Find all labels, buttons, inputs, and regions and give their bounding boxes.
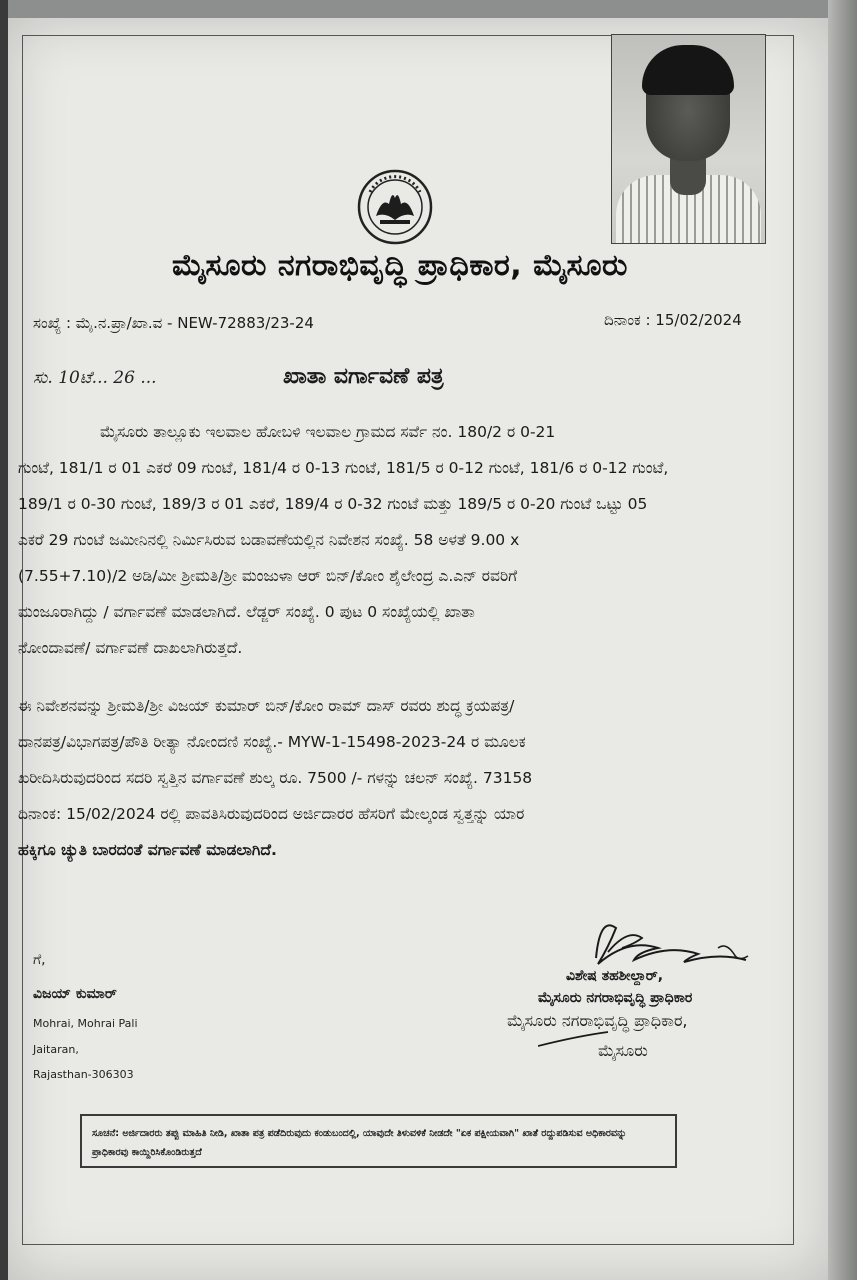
- signatory-designation: ವಿಶೇಷ ತಹಶೀಲ್ದಾರ್,: [566, 968, 664, 984]
- applicant-photo: [611, 34, 766, 244]
- recipient-name: ವಿಜಯ್ ಕುಮಾರ್: [33, 986, 117, 1002]
- recipient-address-line: Jaitaran,: [33, 1043, 79, 1056]
- paragraph-line: ಖರೀದಿಸಿರುವುದರಿಂದ ಸದರಿ ಸ್ವತ್ತಿನ ವರ್ಗಾವಣೆ ಶುಲ್ಕ ರೂ. 7500 /- ಗಳನ್ನು ಚಲನ್ ಸಂಖ್ಯೆ. 73158: [18, 769, 533, 787]
- authority-title: ಮೈಸೂರು ನಗರಾಭಿವೃದ್ಧಿ ಪ್ರಾಧಿಕಾರ, ಮೈಸೂರು: [172, 248, 628, 283]
- signatory-authority: ಮೈಸೂರು ನಗರಾಭಿವೃದ್ಧಿ ಪ್ರಾಧಿಕಾರ,: [507, 1011, 688, 1030]
- signatory-city: ಮೈಸೂರು: [598, 1041, 648, 1060]
- handwritten-note: ಸು. 10ಟೆ... 26 ...: [33, 368, 157, 388]
- recipient-to: ಗೆ,: [33, 952, 46, 968]
- paragraph-transfer-details: [18, 688, 768, 868]
- signatory-stamp: ಮೈಸೂರು ನಗರಾಭಿವೃದ್ಧಿ ಪ್ರಾಧಿಕಾರ: [538, 990, 693, 1006]
- paragraph-property-details: [18, 414, 768, 666]
- paragraph-line: ಎಕರೆ 29 ಗುಂಟೆ ಜಮೀನಿನಲ್ಲಿ ನಿರ್ಮಿಸಿರುವ ಬಡಾವಣೆಯಲ್ಲಿನ ನಿವೇಶನ ಸಂಖ್ಯೆ. 58 ಅಳತೆ 9.00 x: [18, 531, 520, 549]
- paragraph-line: ದಾನಪತ್ರ/ವಿಭಾಗಪತ್ರ/ಪೌತಿ ರೀತ್ಯಾ ನೋಂದಣಿ ಸಂಖ್ಯೆ.- MYW-1-15498-2023-24 ರ ಮೂಲಕ: [18, 733, 526, 751]
- paragraph-line: ಹಕ್ಕಿಗೂ ಚ್ಯುತಿ ಬಾರದಂತೆ ವರ್ಗಾವಣೆ ಮಾಡಲಾಗಿದೆ.: [18, 841, 277, 859]
- paragraph-line: ಈ ನಿವೇಶನವನ್ನು ಶ್ರೀಮತಿ/ಶ್ರೀ ವಿಜಯ್ ಕುಮಾರ್ ಬಿನ್/ಕೋಂ ರಾಮ್ ದಾಸ್ ರವರು ಶುದ್ಧ ಕ್ರಯಪತ್ರ/: [18, 697, 515, 715]
- recipient-address-line: Rajasthan-306303: [33, 1068, 134, 1081]
- paragraph-line: ಗುಂಟೆ, 181/1 ರ 01 ಎಕರೆ 09 ಗುಂಟೆ, 181/4 ರ 0-13 ಗುಂಟೆ, 181/5 ರ 0-12 ಗುಂಟೆ, 181/6 ರ 0-12 ಗುಂಟೆ,: [18, 459, 669, 477]
- paragraph-line: ಮಂಜೂರಾಗಿದ್ದು / ವರ್ಗಾವಣೆ ಮಾಡಲಾಗಿದೆ. ಲೆಡ್ಜರ್ ಸಂಖ್ಯೆ. 0 ಪುಟ 0 ಸಂಖ್ಯೆಯಲ್ಲಿ ಖಾತಾ: [18, 603, 475, 621]
- authority-seal-icon: [356, 168, 434, 246]
- recipient-address-line: Mohrai, Mohrai Pali: [33, 1017, 138, 1030]
- page-right-edge: [828, 0, 857, 1280]
- page-left-edge: [0, 0, 8, 1280]
- reference-number: ಸಂಖ್ಯೆ : ಮೈ.ನ.ಪ್ರಾ/ಖಾ.ವ - NEW-72883/23-24: [33, 314, 314, 332]
- paragraph-line: (7.55+7.10)/2 ಅಡಿ/ಮೀ ಶ್ರೀಮತಿ/ಶ್ರೀ ಮಂಜುಳಾ ಆರ್ ಬಿನ್/ಕೋಂ ಶೈಲೇಂದ್ರ ಎ.ಎನ್ ರವರಿಗೆ: [18, 567, 518, 585]
- issue-date: ದಿನಾಂಕ : 15/02/2024: [604, 311, 742, 329]
- paragraph-line: 189/1 ರ 0-30 ಗುಂಟೆ, 189/3 ರ 01 ಎಕರೆ, 189/4 ರ 0-32 ಗುಂಟೆ ಮತ್ತು 189/5 ರ 0-20 ಗುಂಟೆ ಒಟ್ಟು 05: [18, 495, 648, 513]
- document-title: ಖಾತಾ ವರ್ಗಾವಣೆ ಪತ್ರ: [283, 364, 444, 389]
- paragraph-line: ನೋಂದಾವಣೆ/ ವರ್ಗಾವಣೆ ದಾಖಲಾಗಿರುತ್ತದೆ.: [18, 639, 243, 657]
- paragraph-line: ದಿನಾಂಕ: 15/02/2024 ರಲ್ಲಿ ಪಾವತಿಸಿರುವುದರಿಂದ ಅರ್ಜಿದಾರರ ಹೆಸರಿಗೆ ಮೇಲ್ಕಂಡ ಸ್ವತ್ತನ್ನು ಯಾರ: [18, 805, 525, 823]
- notice-box: ಸೂಚನೆ: ಅರ್ಜಿದಾರರು ತಪ್ಪು ಮಾಹಿತಿ ನೀಡಿ, ಖಾತಾ ಪತ್ರ ಪಡೆದಿರುವುದು ಕಂಡುಬಂದಲ್ಲಿ, ಯಾವುದೇ ತಿಳುವಳಿಕೆ ನೀಡದೇ "ಏಕ ಪಕ್ಷೀಯವಾಗಿ" ಖಾತೆ ರದ್ದುಪಡಿಸುವ ಅಧಿಕಾರವನ್ನು ಪ್ರಾಧಿಕಾರವು ಕಾಯ್ದಿರಿಸಿಕೊಂಡಿರುತ್ತದೆ: [80, 1114, 677, 1168]
- paragraph-line: ಮೈಸೂರು ತಾಲ್ಲೂಕು ಇಲವಾಲ ಹೋಬಳಿ ಇಲವಾಲ ಗ್ರಾಮದ ಸರ್ವೆ ನಂ. 180/2 ರ 0-21: [100, 423, 556, 441]
